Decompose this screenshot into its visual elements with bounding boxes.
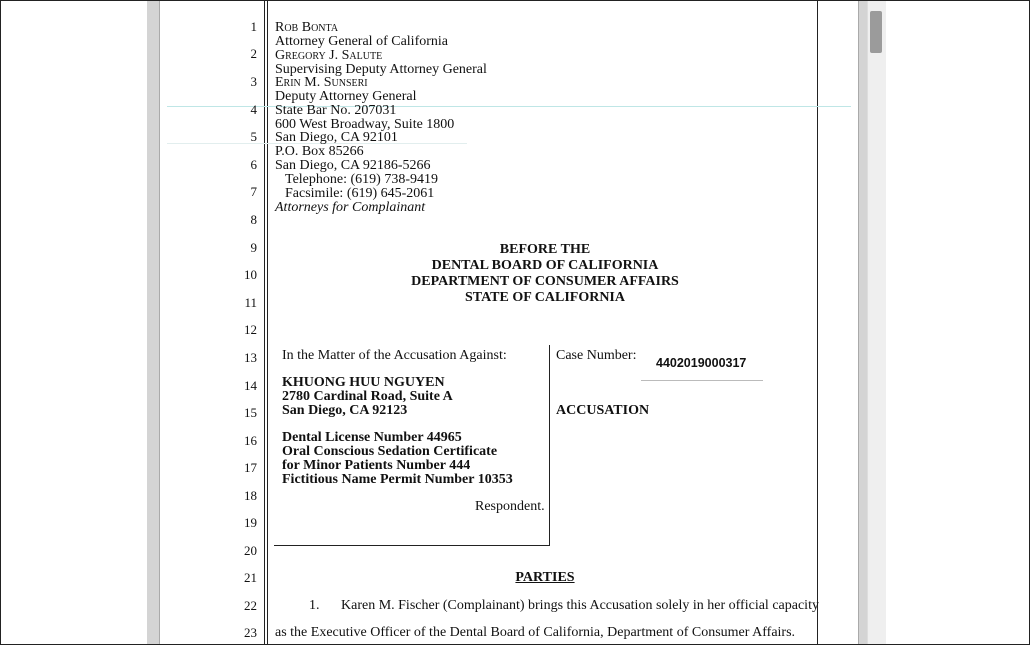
- attorney-name: Rob Bonta: [275, 20, 339, 35]
- paragraph-number: 1.: [309, 598, 320, 613]
- license-line: for Minor Patients Number 444: [282, 458, 471, 473]
- line-number: 1: [250, 19, 257, 34]
- attorneys-for: Attorneys for Complainant: [275, 200, 426, 215]
- line-number: 18: [244, 488, 257, 503]
- facsimile: Facsimile: (619) 645-2061: [285, 186, 435, 201]
- attorney-title: Supervising Deputy Attorney General: [275, 62, 487, 77]
- line-number: 4: [250, 102, 257, 117]
- license-line: Oral Conscious Sedation Certificate: [282, 444, 498, 459]
- line-number: 10: [244, 267, 257, 282]
- line-number: 12: [244, 322, 257, 337]
- line-number: 20: [244, 543, 257, 558]
- telephone: Telephone: (619) 738-9419: [285, 172, 438, 187]
- respondent-label: Respondent.: [475, 499, 545, 514]
- left-margin-rule: [264, 1, 265, 645]
- address-line: 600 West Broadway, Suite 1800: [275, 117, 455, 132]
- scrollbar-track[interactable]: [867, 1, 886, 645]
- line-number: 17: [244, 460, 257, 475]
- document-type: ACCUSATION: [556, 403, 650, 418]
- line-number: 15: [244, 405, 257, 420]
- heading-line: STATE OF CALIFORNIA: [465, 290, 625, 305]
- attorney-title: Attorney General of California: [275, 34, 448, 49]
- line-number: 6: [250, 157, 257, 172]
- attorney-name: Erin M. Sunseri: [275, 75, 368, 90]
- line-number: 23: [244, 625, 257, 640]
- line-number: 11: [244, 295, 257, 310]
- line-number: 3: [250, 74, 257, 89]
- section-heading: PARTIES: [515, 570, 575, 585]
- line-number: 8: [250, 212, 257, 227]
- matter-label: In the Matter of the Accusation Against:: [282, 348, 507, 363]
- respondent-name: KHUONG HUU NGUYEN: [282, 375, 445, 390]
- line-number: 14: [244, 378, 257, 393]
- respondent-address: 2780 Cardinal Road, Suite A: [282, 389, 453, 404]
- left-margin-rule-inner: [267, 1, 268, 645]
- right-margin-rule: [817, 1, 818, 645]
- license-line: Dental License Number 44965: [282, 430, 462, 445]
- line-number: 9: [250, 240, 257, 255]
- address-line: San Diego, CA 92186-5266: [275, 158, 431, 173]
- line-number: 13: [244, 350, 257, 365]
- heading-line: DENTAL BOARD OF CALIFORNIA: [431, 258, 659, 273]
- respondent-address: San Diego, CA 92123: [282, 403, 408, 418]
- line-number: 22: [244, 598, 257, 613]
- line-number: 16: [244, 433, 257, 448]
- attorney-name: Gregory J. Salute: [275, 48, 383, 63]
- bar-number: State Bar No. 207031: [275, 103, 397, 118]
- license-line: Fictitious Name Permit Number 10353: [282, 472, 513, 487]
- case-number-underline: [641, 380, 763, 381]
- case-number-label: Case Number:: [556, 348, 637, 363]
- line-number: 2: [250, 46, 257, 61]
- body-line: Karen M. Fischer (Complainant) brings this Accusation solely in her official capacity: [341, 598, 819, 613]
- case-number: 4402019000317: [656, 356, 747, 370]
- line-number: 21: [244, 570, 257, 585]
- attorney-title: Deputy Attorney General: [275, 89, 417, 104]
- line-number: 19: [244, 515, 257, 530]
- po-box: P.O. Box 85266: [275, 144, 364, 159]
- heading-line: BEFORE THE: [499, 242, 591, 257]
- heading-line: DEPARTMENT OF CONSUMER AFFAIRS: [411, 274, 679, 289]
- body-line: as the Executive Officer of the Dental Board of California, Department of Consumer Affairs.: [275, 625, 796, 640]
- scan-artifact-line: [167, 106, 851, 107]
- line-number: 7: [250, 184, 257, 199]
- address-line: San Diego, CA 92101: [275, 130, 398, 145]
- line-number: 5: [250, 129, 257, 144]
- scrollbar-thumb[interactable]: [870, 11, 882, 53]
